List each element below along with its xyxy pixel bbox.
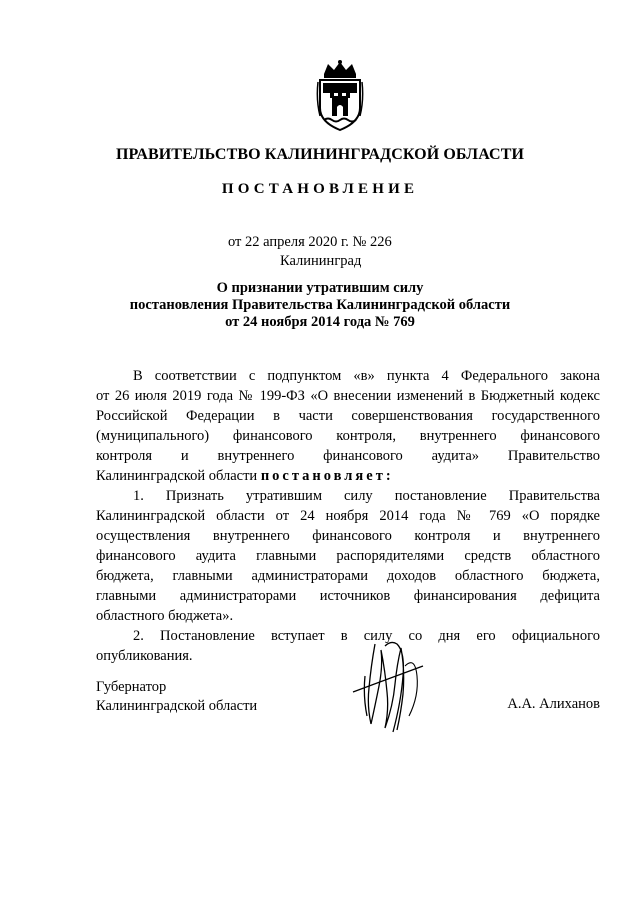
body-line: опубликования.: [96, 648, 193, 664]
document-type: ПОСТАНОВЛЕНИЕ: [221, 181, 419, 197]
body-line: Калининградской области от 24 ноября 2014 года № 769 «О порядке: [96, 508, 600, 524]
handwritten-signature: [345, 636, 435, 736]
signatory-position: Калининградской области: [96, 698, 258, 714]
government-title: ПРАВИТЕЛЬСТВО КАЛИНИНГРАДСКОЙ ОБЛАСТИ: [115, 146, 525, 163]
body-line: [96, 466, 600, 486]
body-line: (муниципального) финансового контроля, внутреннего финансового: [96, 428, 600, 444]
body-line: осуществления внутреннего финансового контроля и внутреннего: [96, 528, 600, 544]
body-line: контроля и внутреннего финансового аудита» Правительство: [96, 448, 600, 464]
body-line: бюджета, главными администраторами доходов областного бюджета,: [96, 568, 600, 584]
subject-line: постановления Правительства Калининградской области: [129, 297, 511, 313]
document-date-number: от 22 апреля 2020 г. № 226: [228, 234, 392, 250]
body-line: от 26 июля 2019 года № 199-ФЗ «О внесении изменений в Бюджетный кодекс: [96, 388, 600, 404]
subject-line: О признании утратившим силу: [216, 280, 424, 296]
body-line: 2. Постановление вступает в силу со дня его официального: [133, 628, 600, 644]
signatory-position: Губернатор: [96, 679, 167, 695]
body-line: В соответствии с подпунктом «в» пункта 4 Федерального закона: [133, 368, 600, 384]
body-line: Российской Федерации в части совершенствования государственного: [96, 408, 600, 424]
body-line: областного бюджета».: [96, 608, 234, 624]
document-city: Калининград: [280, 253, 362, 269]
coat-of-arms-icon: [316, 60, 364, 132]
body-line: финансового аудита главными распорядителями средств областного: [96, 548, 600, 564]
signatory-name: А.А. Алиханов: [507, 696, 600, 712]
body-line: главными администраторами источников финансирования дефицита: [96, 588, 600, 604]
subject-line: от 24 ноября 2014 года № 769: [225, 314, 415, 330]
body-text: Калининградской области: [96, 468, 258, 484]
body-line: 1. Признать утратившим силу постановление Правительства: [133, 488, 600, 504]
resolution-keyword: постановляет:: [260, 468, 394, 484]
